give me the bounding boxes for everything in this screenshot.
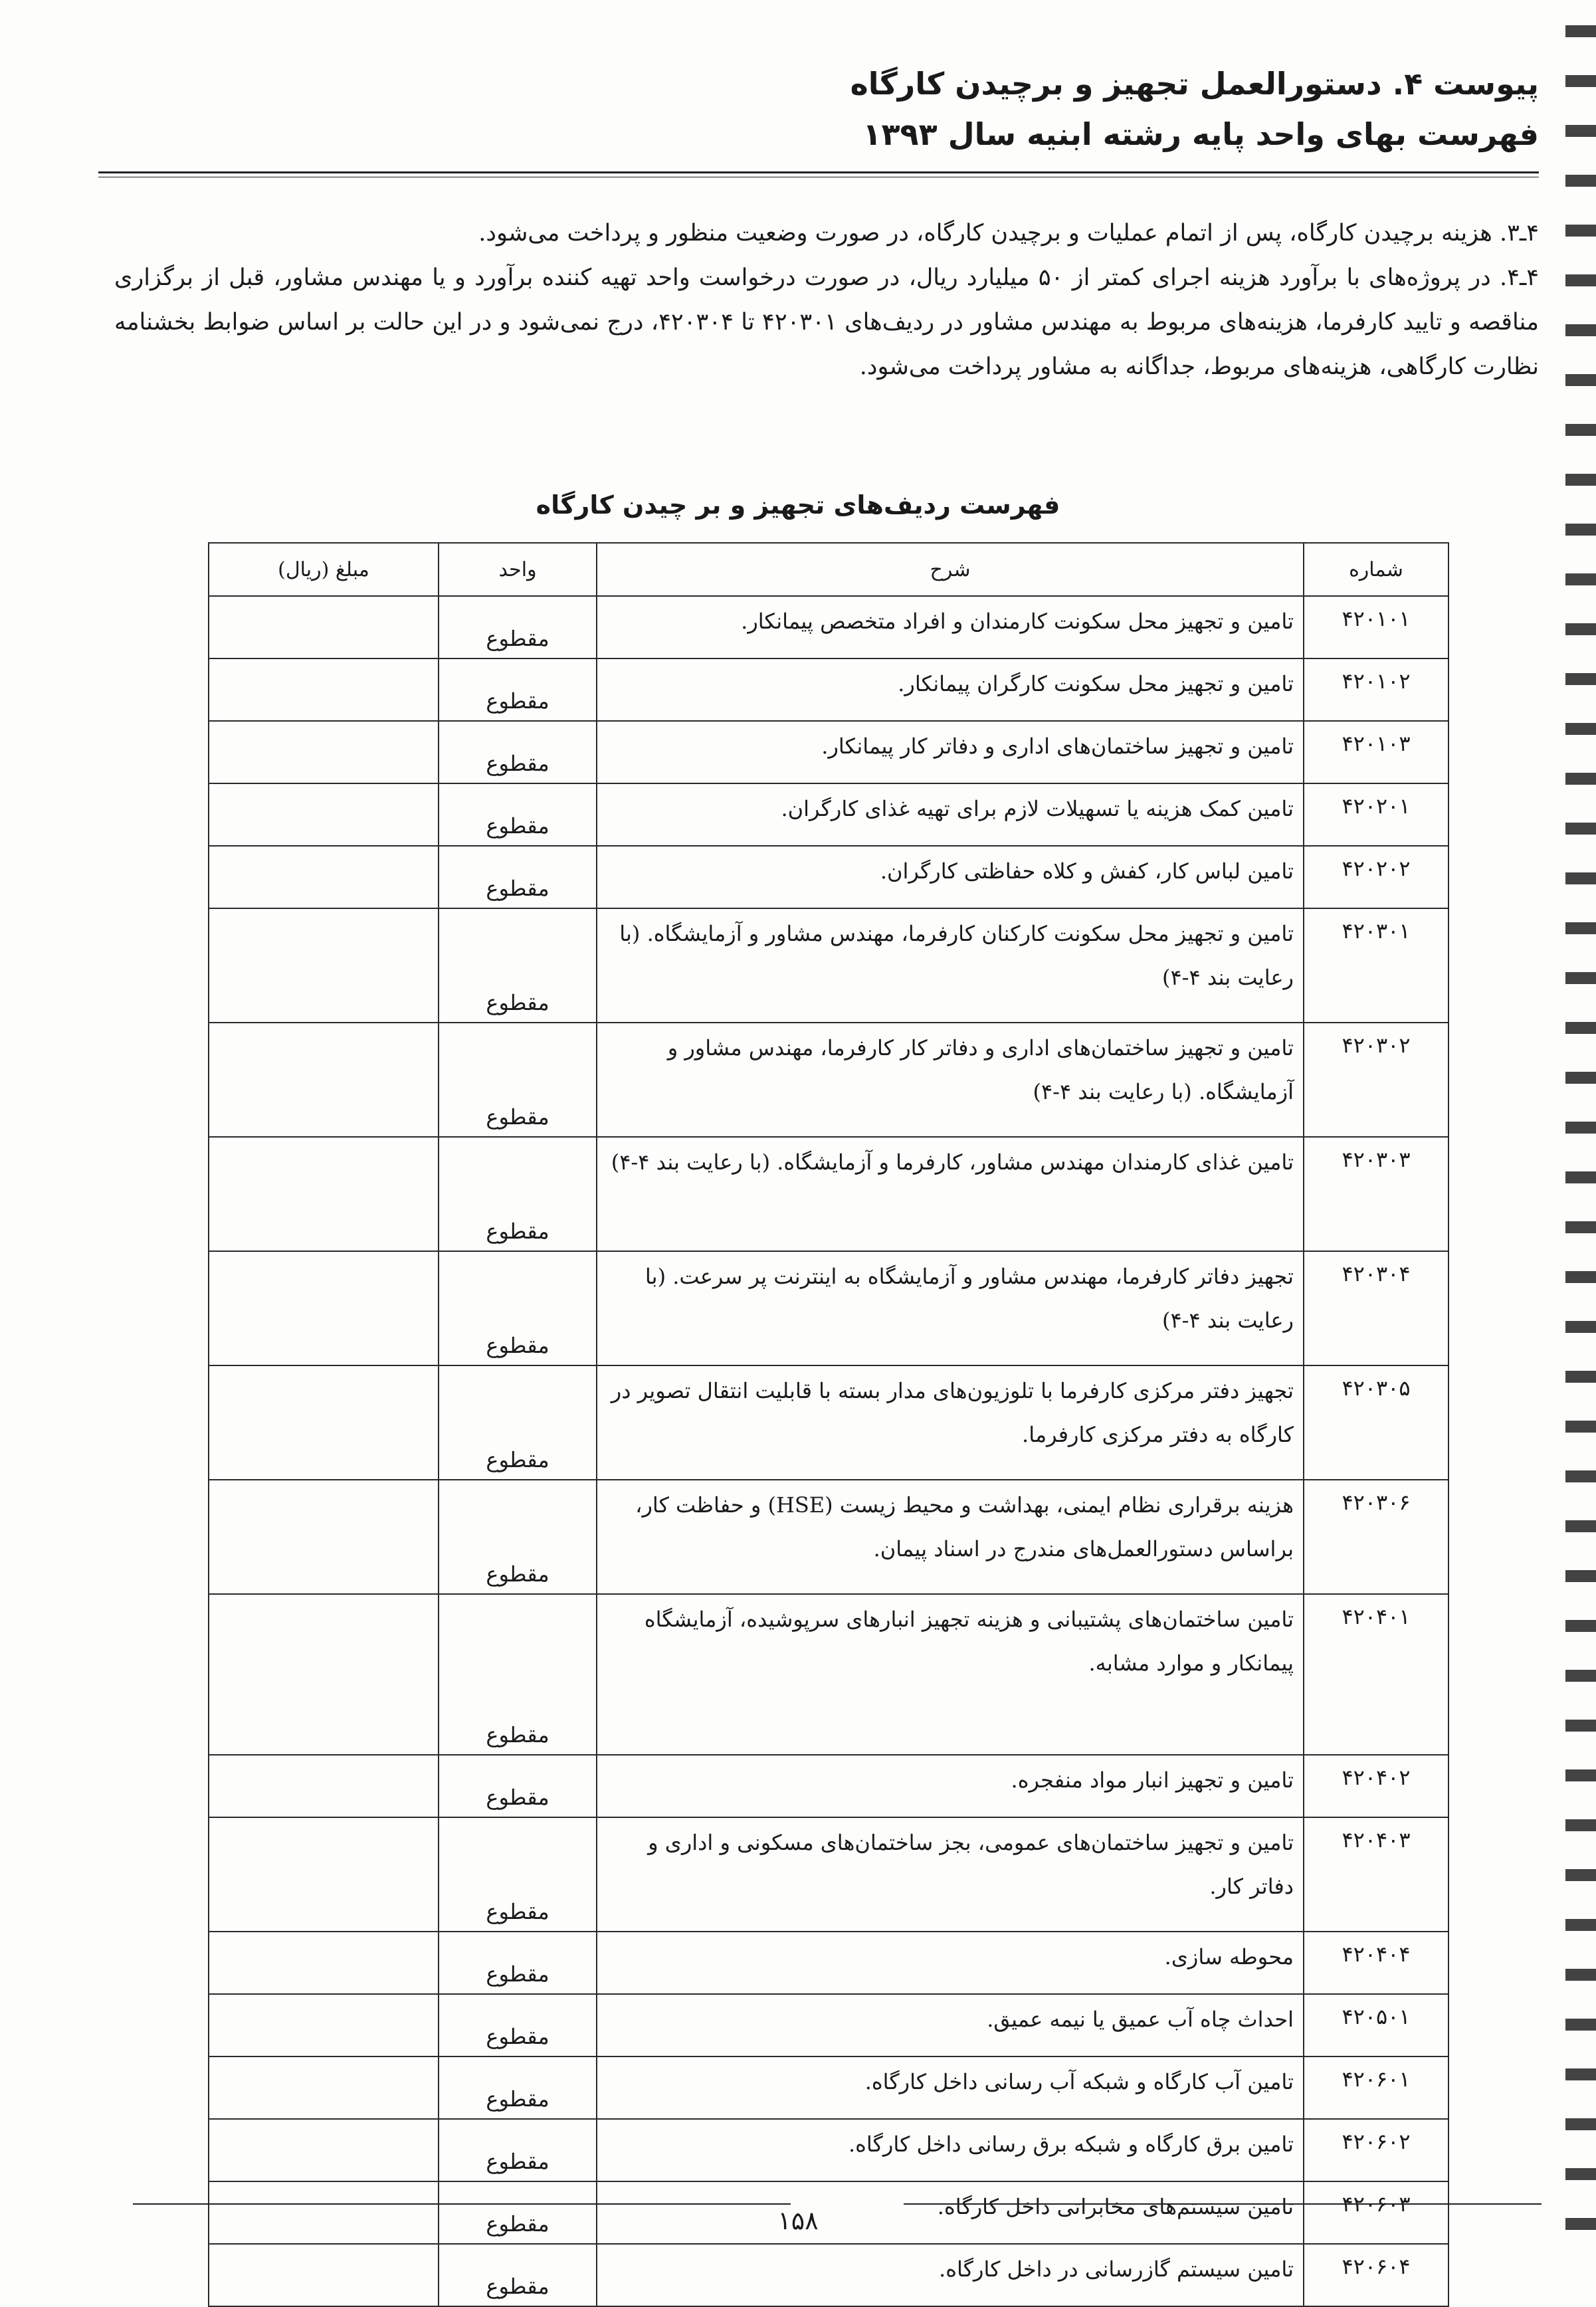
row-unit: مقطوع bbox=[439, 2181, 597, 2244]
row-unit: مقطوع bbox=[439, 2056, 597, 2119]
row-number: ۴۲۰۳۰۴ bbox=[1304, 1251, 1448, 1365]
row-unit: مقطوع bbox=[439, 1932, 597, 1994]
row-unit: مقطوع bbox=[439, 596, 597, 658]
items-table bbox=[208, 542, 1449, 2307]
row-unit: مقطوع bbox=[439, 1251, 597, 1365]
row-unit: مقطوع bbox=[439, 1994, 597, 2056]
row-description: تامین برق کارگاه و شبکه برق رسانی داخل کارگاه. bbox=[597, 2119, 1304, 2181]
table-row bbox=[209, 1994, 1448, 2056]
table-row bbox=[209, 596, 1448, 658]
footer-rule-left bbox=[133, 2203, 791, 2205]
row-number: ۴۲۰۵۰۱ bbox=[1304, 1994, 1448, 2056]
row-unit: مقطوع bbox=[439, 1480, 597, 1594]
row-unit: مقطوع bbox=[439, 2119, 597, 2181]
row-unit: مقطوع bbox=[439, 908, 597, 1023]
row-amount bbox=[209, 783, 439, 846]
column-header-description: شرح bbox=[597, 543, 1304, 596]
row-description: تجهیز دفتر مرکزی کارفرما با تلوزیون‌های مدار بسته با قابلیت انتقال تصویر در کارگاه به دفتر مرکزی کارفرما. bbox=[597, 1365, 1304, 1480]
column-header-amount: مبلغ (ریال) bbox=[209, 543, 439, 596]
row-description: هزینه برقراری نظام ایمنی، بهداشت و محیط زیست (HSE) و حفاظت کار، براساس دستورالعمل‌های مندرج در اسناد پیمان. bbox=[597, 1480, 1304, 1594]
table-row bbox=[209, 1932, 1448, 1994]
row-number: ۴۲۰۳۰۱ bbox=[1304, 908, 1448, 1023]
row-description: تامین ساختمان‌های پشتیبانی و هزینه تجهیز انبارهای سرپوشیده، آزمایشگاه پیمانکار و موارد مشابه. bbox=[597, 1594, 1304, 1755]
table-row bbox=[209, 1365, 1448, 1480]
table-row bbox=[209, 2119, 1448, 2181]
row-amount bbox=[209, 2244, 439, 2306]
row-description: تامین و تجهیز انبار مواد منفجره. bbox=[597, 1755, 1304, 1817]
row-amount bbox=[209, 1994, 439, 2056]
table-row bbox=[209, 1594, 1448, 1755]
row-unit: مقطوع bbox=[439, 846, 597, 908]
row-unit: مقطوع bbox=[439, 1755, 597, 1817]
row-description: تجهیز دفاتر کارفرما، مهندس مشاور و آزمایشگاه به اینترنت پر سرعت. (با رعایت بند ۴-۴) bbox=[597, 1251, 1304, 1365]
row-amount bbox=[209, 846, 439, 908]
row-number: ۴۲۰۳۰۶ bbox=[1304, 1480, 1448, 1594]
column-header-number: شماره bbox=[1304, 543, 1448, 596]
row-description: تامین سیستم‌های مخابراتی داخل کارگاه. bbox=[597, 2181, 1304, 2244]
row-description: تامین و تجهیز محل سکونت کارکنان کارفرما، مهندس مشاور و آزمایشگاه. (با رعایت بند ۴-۴) bbox=[597, 908, 1304, 1023]
table-row bbox=[209, 783, 1448, 846]
row-description: تامین و تجهیز ساختمان‌های اداری و دفاتر کار کارفرما، مهندس مشاور و آزمایشگاه. (با رعایت بند ۴-۴) bbox=[597, 1023, 1304, 1137]
row-description: تامین و تجهیز ساختمان‌های عمومی، بجز ساختمان‌های مسکونی و اداری و دفاتر کار. bbox=[597, 1817, 1304, 1932]
body-paragraphs bbox=[114, 211, 1539, 389]
row-description: تامین سیستم گازرسانی در داخل کارگاه. bbox=[597, 2244, 1304, 2306]
row-unit: مقطوع bbox=[439, 1817, 597, 1932]
table-row bbox=[209, 1137, 1448, 1251]
row-description: تامین لباس کار، کفش و کلاه حفاظتی کارگران. bbox=[597, 846, 1304, 908]
row-unit: مقطوع bbox=[439, 721, 597, 783]
table-row bbox=[209, 1023, 1448, 1137]
row-number: ۴۲۰۴۰۴ bbox=[1304, 1932, 1448, 1994]
row-amount bbox=[209, 2056, 439, 2119]
row-amount bbox=[209, 1137, 439, 1251]
row-number: ۴۲۰۳۰۵ bbox=[1304, 1365, 1448, 1480]
row-amount bbox=[209, 658, 439, 721]
table-row bbox=[209, 658, 1448, 721]
row-unit: مقطوع bbox=[439, 1023, 597, 1137]
row-number: ۴۲۰۱۰۲ bbox=[1304, 658, 1448, 721]
table-row bbox=[209, 908, 1448, 1023]
row-unit: مقطوع bbox=[439, 658, 597, 721]
row-number: ۴۲۰۱۰۳ bbox=[1304, 721, 1448, 783]
page-header bbox=[850, 58, 1539, 159]
column-header-unit: واحد bbox=[439, 543, 597, 596]
table-row bbox=[209, 1817, 1448, 1932]
row-description: تامین و تجهیز محل سکونت کارگران پیمانکار. bbox=[597, 658, 1304, 721]
footer-rule-right bbox=[904, 2203, 1542, 2205]
row-description: محوطه سازی. bbox=[597, 1932, 1304, 1994]
row-description: احداث چاه آب عمیق یا نیمه عمیق. bbox=[597, 1994, 1304, 2056]
paragraph-4-3: ۴ـ۳. هزینه برچیدن کارگاه، پس از اتمام عملیات و برچیدن کارگاه، در صورت وضعیت منظور و پرداخت می‌شود. bbox=[478, 220, 1539, 247]
table-row bbox=[209, 1251, 1448, 1365]
row-description: تامین غذای کارمندان مهندس مشاور، کارفرما و آزمایشگاه. (با رعایت بند ۴-۴) bbox=[597, 1137, 1304, 1251]
row-unit: مقطوع bbox=[439, 783, 597, 846]
row-amount bbox=[209, 1023, 439, 1137]
table-row bbox=[209, 1755, 1448, 1817]
row-number: ۴۲۰۱۰۱ bbox=[1304, 596, 1448, 658]
row-number: ۴۲۰۶۰۳ bbox=[1304, 2181, 1448, 2244]
row-number: ۴۲۰۶۰۱ bbox=[1304, 2056, 1448, 2119]
header-price-list-title: فهرست بهای واحد پایه رشته ابنیه سال ۱۳۹۳ bbox=[862, 116, 1539, 152]
row-number: ۴۲۰۴۰۲ bbox=[1304, 1755, 1448, 1817]
spiral-binding bbox=[1565, 0, 1596, 2260]
row-number: ۴۲۰۶۰۲ bbox=[1304, 2119, 1448, 2181]
row-amount bbox=[209, 1480, 439, 1594]
row-description: تامین و تجهیز ساختمان‌های اداری و دفاتر کار پیمانکار. bbox=[597, 721, 1304, 783]
row-number: ۴۲۰۲۰۱ bbox=[1304, 783, 1448, 846]
table-row bbox=[209, 2056, 1448, 2119]
row-number: ۴۲۰۶۰۴ bbox=[1304, 2244, 1448, 2306]
table-header-row bbox=[209, 543, 1448, 596]
row-amount bbox=[209, 1594, 439, 1755]
table-row bbox=[209, 846, 1448, 908]
row-number: ۴۲۰۲۰۲ bbox=[1304, 846, 1448, 908]
row-number: ۴۲۰۴۰۱ bbox=[1304, 1594, 1448, 1755]
paragraph-4-4: ۴ـ۴. در پروژه‌های با برآورد هزینه اجرای کمتر از ۵۰ میلیارد ریال، در صورت درخواست واحد تهیه کننده برآورد و یا مهندس مشاور، قبل از برگزاری مناقصه و تایید کارفرما، هزینه‌های مربوط به مهندس مشاور در ردیف‌های ۴۲۰۳۰۱ تا ۴۲۰۳۰۴، درج نمی‌شود و در این حالت بر اساس ضوابط بخشنامه نظارت کارگاهی، هزینه‌های مربوط، جداگانه به مشاور پرداخت می‌شود. bbox=[114, 264, 1540, 380]
row-amount bbox=[209, 596, 439, 658]
row-amount bbox=[209, 1251, 439, 1365]
header-rule bbox=[98, 171, 1539, 173]
row-unit: مقطوع bbox=[439, 1594, 597, 1755]
row-amount bbox=[209, 2119, 439, 2181]
row-unit: مقطوع bbox=[439, 2244, 597, 2306]
row-number: ۴۲۰۴۰۳ bbox=[1304, 1817, 1448, 1932]
row-amount bbox=[209, 721, 439, 783]
row-amount bbox=[209, 1755, 439, 1817]
page-number: ۱۵۸ bbox=[777, 2206, 819, 2235]
row-description: تامین آب کارگاه و شبکه آب رسانی داخل کارگاه. bbox=[597, 2056, 1304, 2119]
row-number: ۴۲۰۳۰۳ bbox=[1304, 1137, 1448, 1251]
table-row bbox=[209, 2244, 1448, 2306]
table-row bbox=[209, 1480, 1448, 1594]
row-amount bbox=[209, 1365, 439, 1480]
table-row bbox=[209, 721, 1448, 783]
row-unit: مقطوع bbox=[439, 1137, 597, 1251]
row-description: تامین و تجهیز محل سکونت کارمندان و افراد متخصص پیمانکار. bbox=[597, 596, 1304, 658]
header-appendix-title: پیوست ۴. دستورالعمل تجهیز و برچیدن کارگاه bbox=[850, 66, 1539, 102]
row-amount bbox=[209, 908, 439, 1023]
row-description: تامین کمک هزینه یا تسهیلات لازم برای تهیه غذای کارگران. bbox=[597, 783, 1304, 846]
row-amount bbox=[209, 1817, 439, 1932]
table-title: فهرست ردیف‌های تجهیز و بر چیدن کارگاه bbox=[536, 490, 1060, 520]
row-unit: مقطوع bbox=[439, 1365, 597, 1480]
row-amount bbox=[209, 1932, 439, 1994]
row-number: ۴۲۰۳۰۲ bbox=[1304, 1023, 1448, 1137]
